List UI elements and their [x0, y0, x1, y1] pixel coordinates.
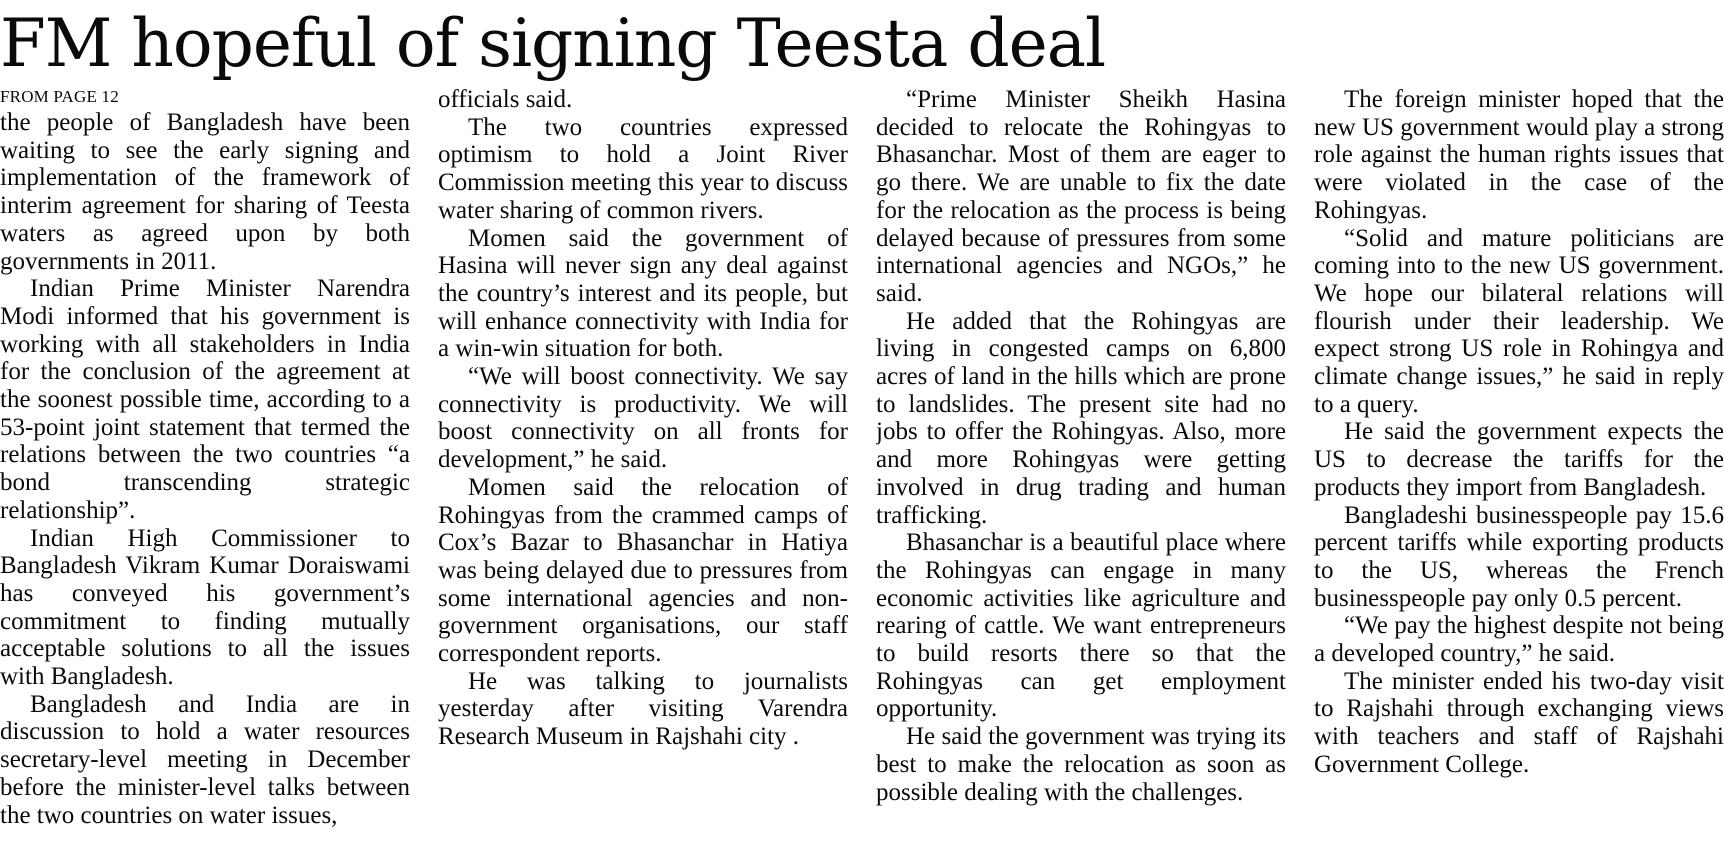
paragraph: Bangladeshi businesspeople pay 15.6 percent tariffs while exporting products to the US, whereas the French businesspeople pay only 0.5 percent.: [1314, 501, 1724, 612]
paragraph: Bhasanchar is a beautiful place where the Rohingyas can engage in many economic activities like agriculture and rearing of cattle. We want entrepreneurs to build resorts there so that the Rohingyas can get employment opportunity.: [876, 529, 1286, 723]
paragraph: “We will boost connectivity. We say connectivity is productivity. We will boost connectivity on all fronts for development,” he said.: [438, 363, 848, 474]
headline: FM hopeful of signing Teesta deal: [0, 5, 1106, 82]
paragraph: Indian Prime Minister Narendra Modi informed that his government is working with all stakeholders in India for the conclusion of the agreement at the soonest possible time, according to a 53-point joint statement that termed the relations between the two countries “a bond transcending strategic relationship”.: [0, 275, 410, 524]
paragraph: “We pay the highest despite not being a developed country,” he said.: [1314, 612, 1724, 668]
paragraph: Bangladesh and India are in discussion to hold a water resources secretary-level meeting in December before the minister-level talks between the two countries on water issues,: [0, 690, 410, 829]
paragraph: Momen said the government of Hasina will never sign any deal against the country’s interest and its people, but will enhance connectivity with India for a win-win situation for both.: [438, 224, 848, 363]
paragraph: officials said.: [438, 86, 573, 113]
jump-label: FROM PAGE 12: [0, 87, 119, 106]
paragraph: Indian High Commissioner to Bangladesh Vikram Kumar Doraiswami has conveyed his government’s commitment to finding mutually acceptable solutions to all the issues with Bangladesh.: [0, 524, 410, 691]
paragraph: “Prime Minister Sheikh Hasina decided to relocate the Rohingyas to Bhasanchar. Most of them are eager to go there. We are unable to fix the date for the relocation as the process is being delayed because of pressures from some international agencies and NGOs,” he said.: [876, 86, 1286, 307]
paragraph: “Solid and mature politicians are coming into to the new US government. We hope our bilateral relations will flourish under their leadership. We expect strong US role in Rohingya and climate change issues,” he said in reply to a query.: [1314, 224, 1724, 418]
article-column-2: [438, 86, 848, 838]
paragraph: The minister ended his two-day visit to Rajshahi through exchanging views with teachers and staff of Rajshahi Government College.: [1314, 667, 1724, 778]
paragraph: Momen said the relocation of Rohingyas from the crammed camps of Cox’s Bazar to Bhasanchar in Hatiya was being delayed due to pressures from some international agencies and non-government organisations, our staff correspondent reports.: [438, 473, 848, 668]
paragraph: the people of Bangladesh have been waiting to see the early signing and implementation of the framework of interim agreement for sharing of Teesta waters as agreed upon by both governments in 2011.: [0, 109, 410, 275]
paragraph: He said the government expects the US to decrease the tariffs for the products they import from Bangladesh.: [1314, 418, 1724, 501]
paragraph: He was talking to journalists yesterday after visiting Varendra Research Museum in Rajshahi city .: [438, 667, 848, 751]
paragraph: The foreign minister hoped that the new US government would play a strong role against the human rights issues that were violated in the case of the Rohingyas.: [1314, 86, 1724, 224]
article-column-3: [876, 86, 1286, 838]
paragraph: He added that the Rohingyas are living in congested camps on 6,800 acres of land in the hills which are prone to landslides. The present site had no jobs to offer the Rohingyas. Also, more and more Rohingyas were getting involved in drug trading and human trafficking.: [876, 307, 1286, 529]
paragraph: He said the government was trying its best to make the relocation as soon as possible dealing with the challenges.: [876, 723, 1286, 806]
article-column-1: [0, 86, 410, 838]
article-column-4: [1314, 86, 1724, 838]
paragraph: The two countries expressed optimism to hold a Joint River Commission meeting this year to discuss water sharing of common rivers.: [438, 113, 848, 224]
